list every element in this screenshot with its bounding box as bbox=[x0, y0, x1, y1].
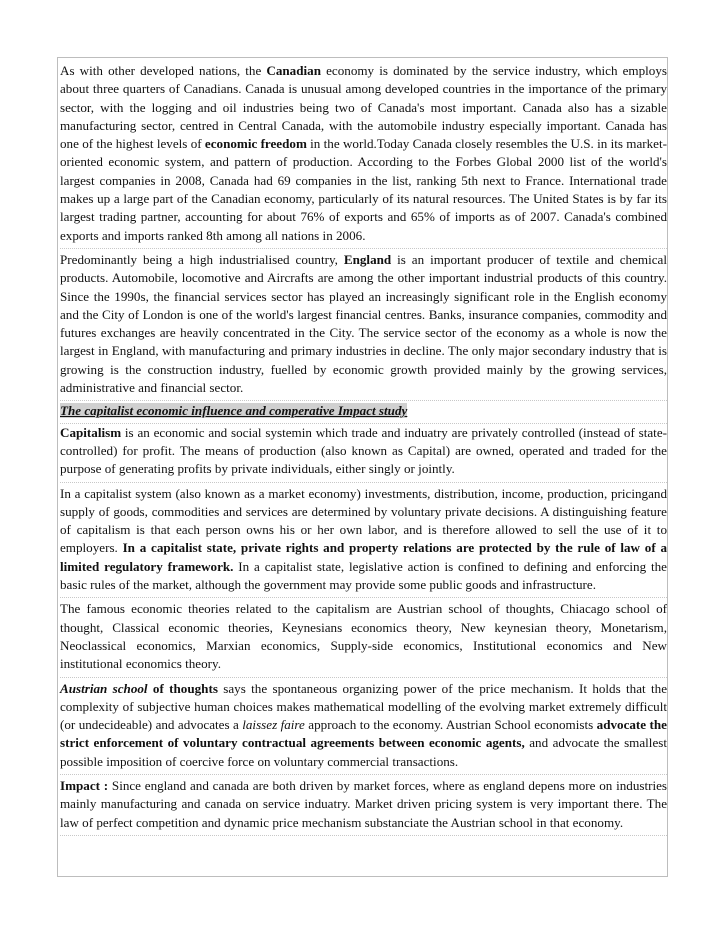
paragraph-austrian-school: Austrian school of thoughts says the spontaneous organizing power of the price mechanism. It holds that the complexity of subjective human choices makes mathematical modelling of the evolving market extremely difficult (or undecideable) and advocates a laissez faire approach to the economy. Austrian School economists advocate the strict enforcement of voluntary contractual agreements between economic agents, and advocate the smallest possible imposition of coercive force on voluntary commercial transactions. bbox=[60, 678, 667, 775]
paragraph-capitalist-system: In a capitalist system (also known as a market economy) investments, distribution, income, production, pricingand supply of goods, commodities and services are determined by voluntary private decisions. A distinguishing feature of capitalism is that each person owns his or her own labor, and is therefore allowed to sell the use of it to employers. In a capitalist state, private rights and property relations are protected by the rule of law of a limited regulatory framework. In a capitalist state, legislative action is confined to defining and enforcing the basic rules of the market, although the government may provide some public goods and infrastructure. bbox=[60, 483, 667, 599]
document-body bbox=[60, 62, 667, 836]
paragraph-impact: Impact : Since england and canada are both driven by market forces, where as england depens more on industries mainly manufacturing and canada on service induatry. Market driven pricing system is very important there. The law of perfect competition and dynamic price mechanism substanciate the Austrian school in that economy. bbox=[60, 775, 667, 836]
paragraph-theories: The famous economic theories related to the capitalism are Austrian school of thoughts, Chiacago school of thought, Classical economic theories, Keynesians economics theory, New keynesian theory, Monetarism, Neoclassical economics, Marxian economics, Supply-side economics, Institutional economics and New institutional economics theory. bbox=[60, 598, 667, 677]
paragraph-canada: As with other developed nations, the Canadian economy is dominated by the service industry, which employs about three quarters of Canadians. Canada is unusual among developed countries in the importance of the primary sector, with the logging and oil industries being two of Canada's most important. Canada also has a sizable manufacturing sector, centred in Central Canada, with the automobile industry especially important. Canada has one of the highest levels of economic freedom in the world.Today Canada closely resembles the U.S. in its market-oriented economic system, and pattern of production. According to the Forbes Global 2000 list of the world's largest companies in 2008, Canada had 69 companies in the list, ranking 5th next to France. International trade makes up a large part of the Canadian economy, particularly of its natural resources. The United States is by far its largest trading partner, accounting for about 76% of exports and 65% of imports as of 2007. Canada's combined exports and imports ranked 8th among all nations in 2006. bbox=[60, 62, 667, 249]
paragraph-capitalism: Capitalism is an economic and social systemin which trade and induatry are privately controlled (instead of state-controlled) for profit. The means of production (also known as Capital) are owned, operated and traded for the purpose of generating profits by private individuals, either singly or jointly. bbox=[60, 424, 667, 483]
section-heading: The capitalist economic influence and comperative Impact study bbox=[60, 401, 667, 423]
paragraph-england: Predominantly being a high industrialised country, England is an important producer of textile and chemical products. Automobile, locomotive and Aircrafts are among the other important industrial products of this country. Since the 1990s, the financial services sector has played an increasingly significant role in the English economy and the City of London is one of the world's largest financial centres. Banks, insurance companies, commodity and futures exchanges are heavily concentrated in the City. The service sector of the economy as a whole is now the largest in England, with manufacturing and primary industries in decline. The only major secondary industry that is growing is the construction industry, fuelled by economic growth provided mainly by the growing services, administrative and financial sector. bbox=[60, 249, 667, 401]
